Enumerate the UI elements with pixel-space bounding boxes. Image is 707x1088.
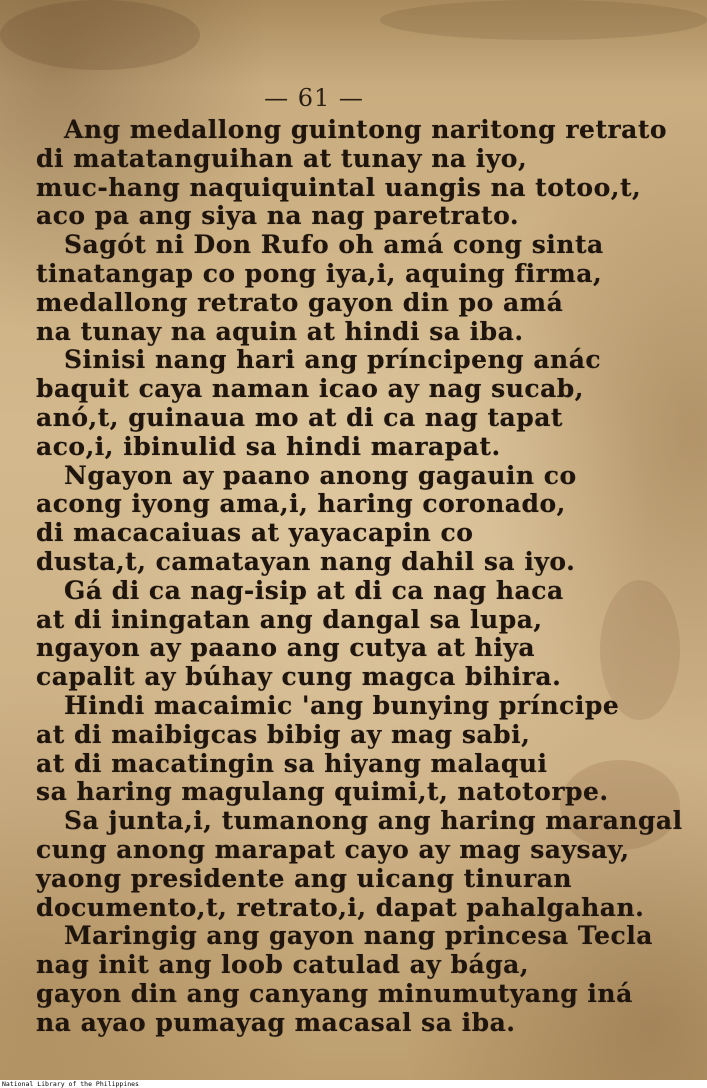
text-line: documento,t, retrato,i, dapat pahalgahan. [36,892,645,922]
text-line: aco,i, ibinulid sa hindi marapat. [36,431,501,461]
text-line: medallong retrato gayon din po amá [36,287,564,317]
text-line: at di maibigcas bibig ay mag sabi, [36,719,531,749]
text-line: yaong presidente ang uicang tinuran [36,863,573,893]
paper-stain [0,0,200,70]
text-line: Ngayon ay paano anong gagauin co [64,460,577,490]
text-line: muc-hang naquiquintal uangis na totoo,t, [36,172,642,202]
paper-stain [380,0,707,40]
text-line: Sinisi nang hari ang príncipeng anác [64,345,602,375]
text-line: sa haring magulang quimi,t, natotorpe. [36,777,609,807]
text-line: Sagót ni Don Rufo oh amá cong sinta [64,230,604,260]
poem-text [36,115,683,1038]
text-line: at di macatingin sa hiyang malaqui [36,748,548,778]
text-line: aco pa ang siya na nag paretrato. [36,201,520,231]
text-line: cung anong marapat cayo ay mag saysay, [36,834,630,864]
text-line: dusta,t, camatayan nang dahil sa iyo. [36,546,576,576]
text-line: Ang medallong guintong naritong retrato [64,115,668,144]
text-line: na tunay na aquin at hindi sa iba. [36,316,524,346]
text-line: acong iyong ama,i, haring coronado, [36,489,566,519]
text-line: na ayao pumayag macasal sa iba. [36,1007,516,1037]
text-line: gayon din ang canyang minumutyang iná [36,978,633,1008]
text-line: tinatangap co pong iya,i, aquing firma, [36,258,603,288]
text-line: at di iningatan ang dangal sa lupa, [36,604,543,634]
text-line: Maringig ang gayon nang princesa Tecla [64,921,653,951]
text-line: di macacaiuas at yayacapin co [36,518,474,548]
text-line: Hindi macaimic 'ang bunying príncipe [64,690,620,720]
text-line: Gá di ca nag-isip at di ca nag haca [64,575,564,605]
text-line: capalit ay búhay cung magca bihira. [36,662,562,692]
text-line: Sa junta,i, tumanong ang haring marangal [64,806,683,836]
text-line: nag init ang loob catulad ay bága, [36,950,530,980]
library-credit: National Library of the Philippines [2,1080,139,1088]
text-line: anó,t, guinaua mo at di ca nag tapat [36,402,563,432]
page-number: — 61 — [264,84,364,112]
text-line: di matatanguihan at tunay na iyo, [36,143,528,173]
text-line: ngayon ay paano ang cutya at hiya [36,633,536,663]
text-line: baquit caya naman icao ay nag sucab, [36,374,584,404]
